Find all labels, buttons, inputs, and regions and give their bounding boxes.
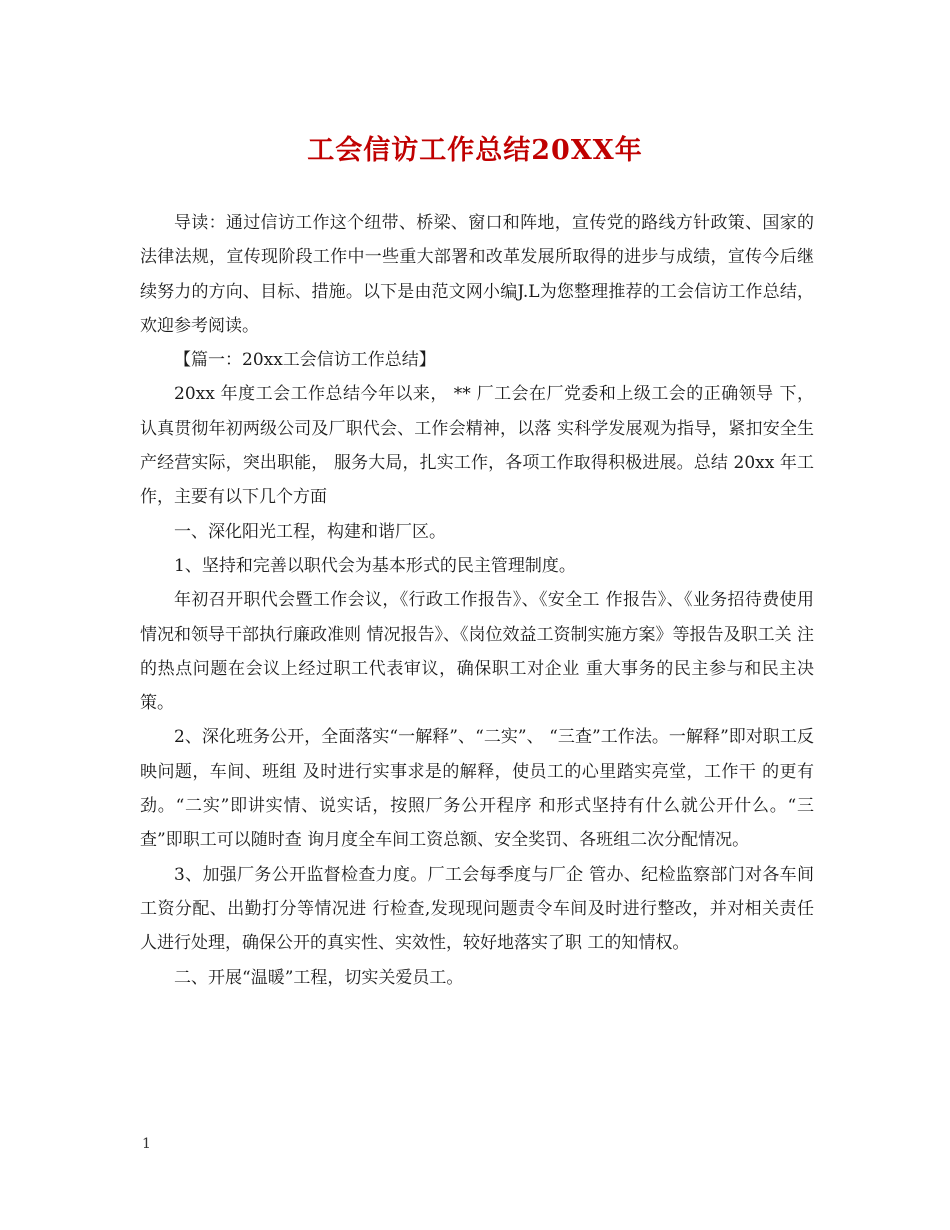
- paragraph-intro: 导读：通过信访工作这个纽带、桥梁、窗口和阵地，宣传党的路线方针政策、国家的法律法规，宣传现阶段工作中一些重大部署和改革发展所取得的进步与成绩，宣传今后继续努力的方向、目标、措施。以下是由范文网小编J.L为您整理推荐的工会信访工作总结，欢迎参考阅读。: [140, 213, 814, 336]
- paragraph-section-heading: 【篇一：20xx工会信访工作总结】: [174, 350, 436, 371]
- document-body: [140, 206, 814, 995]
- heading-part-two: 二、开展“温暖”工程，切实关爱员工。: [174, 967, 464, 988]
- heading-item-1: 1、坚持和完善以职代会为基本形式的民主管理制度。: [174, 555, 576, 576]
- page-number: 1: [142, 1136, 151, 1152]
- paragraph-item-3: 3、加强厂务公开监督检查力度。厂工会每季度与厂企 管办、纪检监察部门对各车间工资分配、出勤打分等情况进 行检查,发现现问题责令车间及时进行整改，并对相关责任 人进行处理，确保公开的真实性、实效性，较好地落实了职 工的知情权。: [140, 864, 814, 954]
- paragraph-item-2: 2、深化班务公开，全面落实“一解释”、“二实”、 “三查”工作法。一解释”即对职工反映问题，车间、班组 及时进行实事求是的解释，使员工的心里踏实亮堂，工作干 的更有劲。“二实”即讲实情、说实话，按照厂务公开程序 和形式坚持有什么就公开什么。“三查”即职工可以随时查 询月度全车间工资总额、安全奖罚、各班组二次分配情况。: [140, 727, 814, 851]
- paragraph-summary: 20xx 年度工会工作总结今年以来， ** 厂工会在厂党委和上级工会的正确领导 下，认真贯彻年初两级公司及厂职代会、工作会精神，以落 实科学发展观为指导，紧扣安全生产经营实际，突出职能， 服务大局，扎实工作，各项工作取得积极进展。总结 20xx 年工作，主要有以下几个方面: [140, 384, 814, 508]
- paragraph-item-1: 年初召开职代会暨工作会议，《行政工作报告》、《安全工 作报告》、《业务招待费使用情况和领导干部执行廉政准则 情况报告》、《岗位效益工资制实施方案》等报告及职工关 注的热点问题在会议上经过职工代表审议，确保职工对企业 重大事务的民主参与和民主决策。: [140, 590, 814, 714]
- heading-part-one: 一、深化阳光工程，构建和谐厂区。: [174, 521, 446, 542]
- document-title: 工会信访工作总结20XX年: [307, 135, 643, 166]
